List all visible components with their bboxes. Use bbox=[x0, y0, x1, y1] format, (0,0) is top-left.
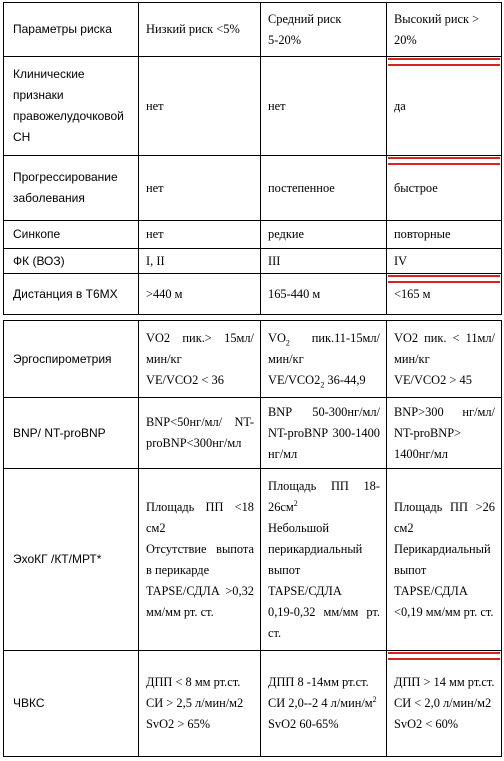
row-mid: нет bbox=[261, 57, 387, 156]
row-param: ЧВКС bbox=[4, 651, 139, 757]
high-line: VE/VCO2 > 45 bbox=[394, 372, 472, 387]
row-mid: III bbox=[261, 249, 387, 274]
row-mid bbox=[261, 469, 387, 651]
row-low: нет bbox=[139, 156, 261, 221]
row-low bbox=[139, 321, 261, 398]
table-row bbox=[4, 651, 502, 757]
low-line: СИ > 2,5 л/мин/м2 bbox=[146, 696, 244, 710]
mid-line: Небольшой перикардиальный выпот bbox=[268, 520, 363, 577]
high-line: Площадь ПП >26 см2 bbox=[394, 499, 495, 535]
row-high: <165 м bbox=[387, 274, 502, 315]
row-mid bbox=[261, 321, 387, 398]
row-mid: 165-440 м bbox=[261, 274, 387, 315]
row-high: повторные bbox=[387, 221, 502, 249]
table-header-row bbox=[4, 3, 502, 57]
risk-table-top bbox=[3, 2, 502, 315]
row-low: BNP<50нг/мл/ NT-proBNP<300нг/мл bbox=[139, 398, 261, 469]
mid-line: $VO_2$ пик.11-15мл/мин/кг bbox=[268, 330, 380, 366]
mid-line: $VE/VCO2_2$ 36-44,9 bbox=[268, 372, 366, 389]
row-low: нет bbox=[139, 57, 261, 156]
table-row bbox=[4, 274, 502, 315]
row-high bbox=[387, 469, 502, 651]
table-row bbox=[4, 57, 502, 156]
low-line: SvO2 > 65% bbox=[146, 717, 211, 731]
row-param: ЭхоКГ /КТ/МРТ* bbox=[4, 469, 139, 651]
row-param: Эргоспирометрия bbox=[4, 321, 139, 398]
header-low-risk: Низкий риск <5% bbox=[139, 3, 261, 57]
row-param: Прогрессирование заболевания bbox=[4, 156, 139, 221]
row-low bbox=[139, 469, 261, 651]
high-line: Перикардиальный выпот bbox=[394, 541, 491, 577]
row-param: Дистанция в Т6МХ bbox=[4, 274, 139, 315]
low-line: VO2 пик.> 15мл/мин/кг bbox=[146, 330, 254, 366]
row-param: Синкопе bbox=[4, 221, 139, 249]
row-high bbox=[387, 651, 502, 757]
mid-line: Площадь ПП $18-26см^2$ bbox=[268, 478, 380, 514]
row-high bbox=[387, 321, 502, 398]
row-high: IV bbox=[387, 249, 502, 274]
row-high: да bbox=[387, 57, 502, 156]
row-mid bbox=[261, 651, 387, 757]
high-line: VO2 пик. < 11мл/мин/кг bbox=[394, 330, 495, 366]
header-mid-risk: Средний риск 5-20% bbox=[261, 3, 387, 57]
row-low: >440 м bbox=[139, 274, 261, 315]
table-row bbox=[4, 398, 502, 469]
risk-table-bottom bbox=[3, 320, 502, 757]
row-mid: редкие bbox=[261, 221, 387, 249]
header-param: Параметры риска bbox=[4, 3, 139, 57]
row-param: BNP/ NT-proBNP bbox=[4, 398, 139, 469]
low-line: TAPSE/СДЛА >0,32 мм/мм рт. ст. bbox=[146, 583, 254, 619]
row-low bbox=[139, 651, 261, 757]
low-line: Отсутствие выпота в перикарде bbox=[146, 541, 254, 577]
header-high-risk: Высокий риск > 20% bbox=[387, 3, 502, 57]
row-high: быстрое bbox=[387, 156, 502, 221]
row-low: нет bbox=[139, 221, 261, 249]
high-line: ДПП > 14 мм рт.ст. bbox=[394, 675, 495, 689]
table-row bbox=[4, 221, 502, 249]
table-row bbox=[4, 321, 502, 398]
high-line: СИ < 2,0 л/мин/м2 bbox=[394, 696, 492, 710]
row-mid: постепенное bbox=[261, 156, 387, 221]
mid-line: СИ 2,0--2 4 $л/мин/м^2$ bbox=[268, 694, 377, 710]
low-line: ДПП < 8 мм рт.ст. bbox=[146, 675, 241, 689]
high-line: SvO2 < 60% bbox=[394, 717, 459, 731]
high-line: TAPSE/СДЛА <0,19 мм/мм рт. ст. bbox=[394, 583, 494, 619]
row-high: BNP>300 нг/мл/ NT-proBNP> 1400нг/мл bbox=[387, 398, 502, 469]
table-row bbox=[4, 469, 502, 651]
row-low: I, II bbox=[139, 249, 261, 274]
row-param: Клинические признаки правожелудочковой СН bbox=[4, 57, 139, 156]
table-row bbox=[4, 156, 502, 221]
mid-line: TAPSE/СДЛА 0,19-0,32 мм/мм рт. ст. bbox=[268, 583, 380, 640]
mid-line: ДПП 8 -14мм рт.ст. bbox=[268, 675, 369, 689]
row-mid: BNP 50-300нг/мл/ NT-proBNP 300-1400 нг/мл bbox=[261, 398, 387, 469]
row-param: ФК (ВОЗ) bbox=[4, 249, 139, 274]
table-row bbox=[4, 249, 502, 274]
low-line: VE/VCO2 < 36 bbox=[146, 372, 224, 387]
mid-line: SvO2 60-65% bbox=[268, 717, 339, 731]
low-line: Площадь ПП <18 см2 bbox=[146, 499, 254, 535]
